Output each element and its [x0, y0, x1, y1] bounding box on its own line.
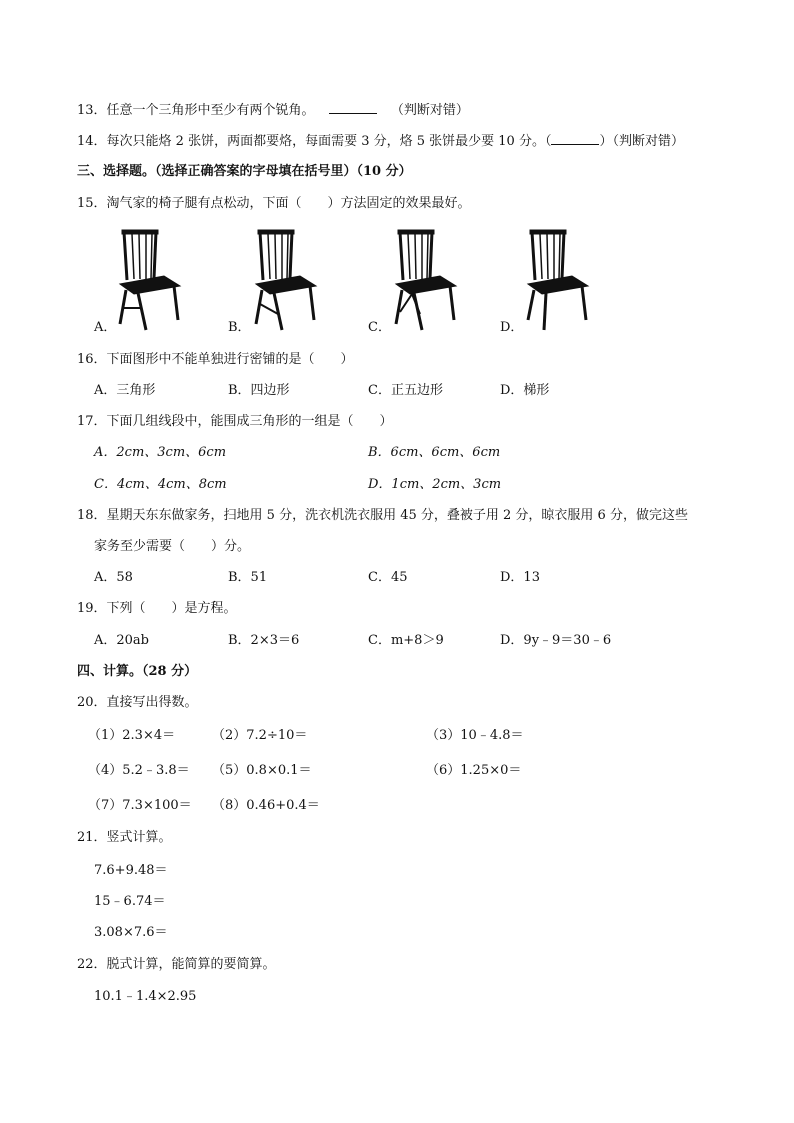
option-b[interactable]: B．6cm、6cm、6cm — [368, 445, 501, 460]
option-c[interactable]: C． — [368, 320, 391, 335]
question-14 — [77, 132, 684, 151]
option-a[interactable]: A． — [94, 320, 117, 335]
calc-item: （5）0.8×0.1＝ — [212, 763, 312, 778]
option-c[interactable]: C．m+8＞9 — [368, 633, 444, 648]
calc-item: （8）0.46+0.4＝ — [212, 798, 320, 813]
question-18-line-1: 18．星期天东东做家务，扫地用 5 分，洗衣机洗衣服用 45 分，叠被子用 2 分，晾衣服用 6 分，做完这些 — [77, 508, 688, 523]
chair-a-image — [112, 224, 184, 332]
chair-d-image — [520, 224, 592, 332]
calc-item: （4）5.2﹣3.8＝ — [88, 763, 190, 778]
option-a[interactable]: A．2cm、3cm、6cm — [94, 445, 227, 460]
option-d[interactable]: D．1cm、2cm、3cm — [368, 477, 502, 492]
question-17: 17．下面几组线段中，能围成三角形的一组是（ ） — [77, 414, 393, 429]
option-a[interactable]: A．20ab — [94, 633, 150, 648]
question-13-tail: （判断对错） — [390, 103, 469, 118]
answer-blank[interactable] — [329, 101, 377, 114]
option-a[interactable]: A．58 — [94, 570, 133, 585]
question-18-line-2: 家务至少需要（ ）分。 — [94, 539, 251, 554]
option-c[interactable]: C．正五边形 — [368, 383, 443, 398]
calc-item: 7.6+9.48＝ — [94, 863, 168, 878]
option-d[interactable]: D．13 — [500, 570, 540, 585]
calc-item: 3.08×7.6＝ — [94, 925, 168, 940]
calc-item: （3）10﹣4.8＝ — [426, 728, 524, 743]
option-d[interactable]: D．9y﹣9＝30﹣6 — [500, 633, 612, 648]
question-15: 15．淘气家的椅子腿有点松动，下面（ ）方法固定的效果最好。 — [77, 196, 471, 211]
section-3-title: 三、选择题。（选择正确答案的字母填在括号里）（10 分） — [77, 164, 412, 179]
calc-item: （6）1.25×0＝ — [426, 763, 522, 778]
question-13-text: 13．任意一个三角形中至少有两个锐角。 — [77, 103, 315, 118]
calc-item: 15﹣6.74＝ — [94, 894, 166, 909]
option-b[interactable]: B．2×3＝6 — [228, 633, 300, 648]
option-c[interactable]: C．4cm、4cm、8cm — [94, 477, 227, 492]
option-b[interactable]: B．51 — [228, 570, 268, 585]
option-d[interactable]: D． — [500, 320, 524, 335]
option-a[interactable]: A．三角形 — [94, 383, 156, 398]
calc-item: （7）7.3×100＝ — [88, 798, 192, 813]
question-21: 21．竖式计算。 — [77, 830, 172, 845]
question-22: 22．脱式计算，能简算的要简算。 — [77, 957, 276, 972]
calc-item: （1）2.3×4＝ — [88, 728, 176, 743]
option-d[interactable]: D．梯形 — [500, 383, 550, 398]
question-14-text: 14．每次只能烙 2 张饼，两面都要烙，每面需要 3 分，烙 5 张饼最少要 10 分。（ — [77, 134, 552, 149]
question-19: 19．下列（ ）是方程。 — [77, 601, 237, 616]
chair-b-image — [248, 224, 320, 332]
section-4-title: 四、计算。（28 分） — [77, 664, 198, 679]
question-14-tail: ）（判断对错） — [599, 134, 684, 149]
option-c[interactable]: C．45 — [368, 570, 408, 585]
option-b[interactable]: B．四边形 — [228, 383, 290, 398]
question-20: 20．直接写出得数。 — [77, 695, 198, 710]
question-16: 16．下面图形中不能单独进行密铺的是（ ） — [77, 352, 354, 367]
question-13 — [77, 101, 469, 120]
option-b[interactable]: B． — [228, 320, 251, 335]
chair-c-image — [388, 224, 460, 332]
answer-blank[interactable] — [551, 132, 599, 145]
calc-item: 10.1﹣1.4×2.95 — [94, 989, 197, 1004]
calc-item: （2）7.2÷10＝ — [212, 728, 308, 743]
